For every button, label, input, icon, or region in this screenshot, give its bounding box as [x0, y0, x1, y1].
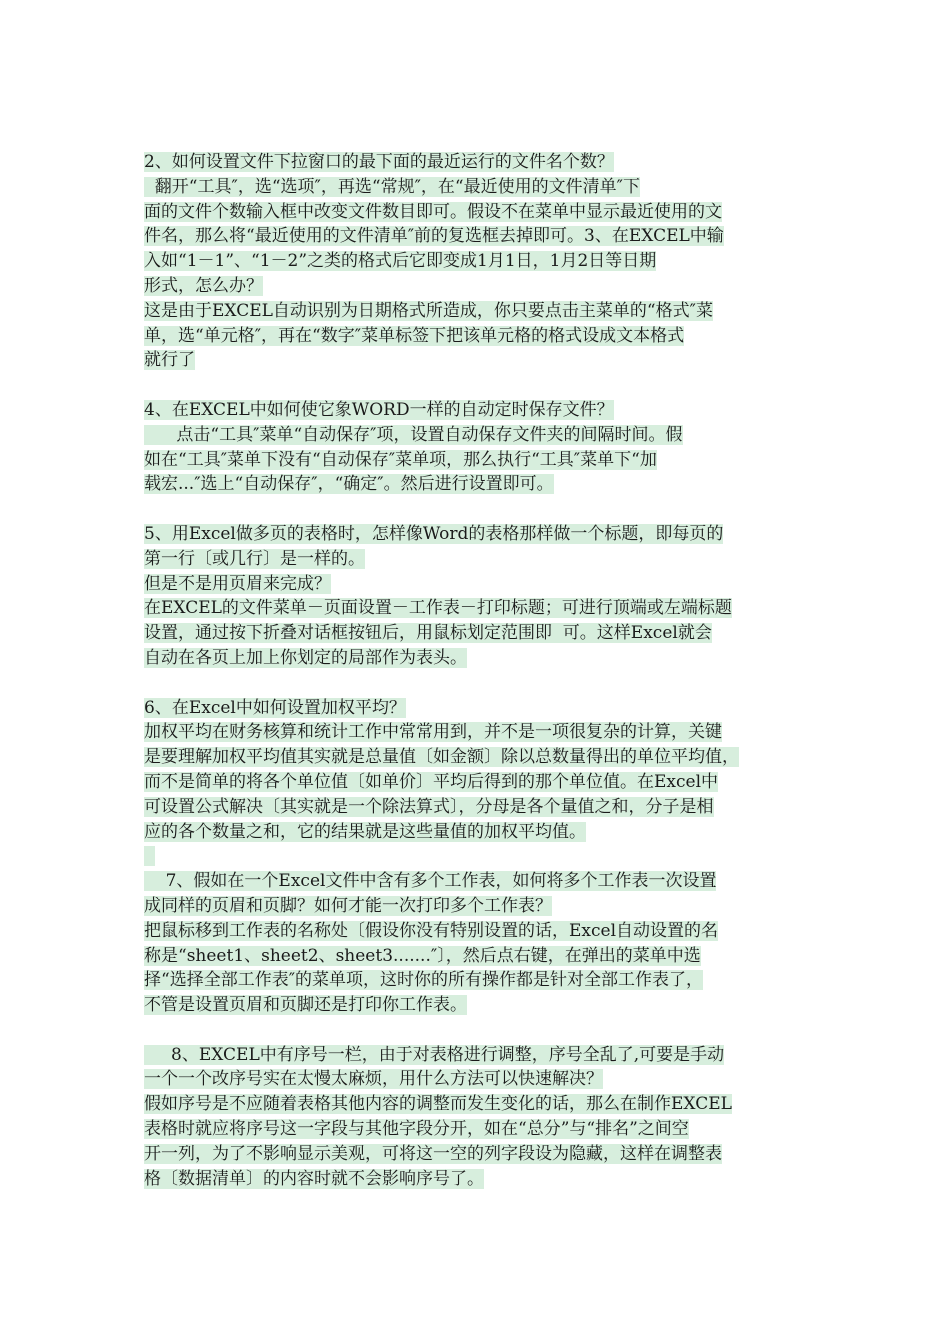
text-line: [144, 522, 824, 547]
text-line: [144, 720, 824, 745]
highlighted-text: 第一行〔或几行〕是一样的。: [144, 548, 365, 569]
highlighted-text: 7、假如在一个Excel文件中含有多个工作表，如何将多个工作表一次设置: [144, 871, 717, 892]
text-line: [144, 919, 824, 944]
text-line: [144, 621, 824, 646]
text-line: [144, 869, 824, 894]
highlighted-text: 入如“1－1”、“1－2”之类的格式后它即变成1月1日，1月2日等日期: [144, 251, 657, 272]
text-line: [144, 770, 824, 795]
text-line: [144, 596, 824, 621]
highlighted-text: 形式，怎么办？: [144, 275, 263, 296]
highlighted-text: 择“选择全部工作表″的菜单项，这时你的所有操作都是针对全部工作表了，: [144, 970, 704, 991]
highlighted-text: 是要理解加权平均值其实就是总量值〔如金额〕除以总数量得出的单位平均值，: [144, 747, 739, 768]
highlighted-text: 5、用Excel做多页的表格时，怎样像Word的表格那样做一个标题，即每页的: [144, 523, 724, 544]
text-line: [144, 324, 824, 349]
text-line: [144, 299, 824, 324]
highlighted-text: 不管是设置页眉和页脚还是打印你工作表。: [144, 995, 467, 1016]
text-line: [144, 894, 824, 919]
text-line: [144, 646, 824, 671]
blank-line: [144, 497, 824, 522]
highlighted-text: 就行了: [144, 350, 195, 371]
text-line: [144, 423, 824, 448]
highlighted-text: 8、EXCEL中有序号一栏，由于对表格进行调整，序号全乱了,可要是手动: [144, 1044, 725, 1065]
highlighted-text: 自动在各页上加上你划定的局部作为表头。: [144, 647, 467, 668]
text-line: [144, 547, 824, 572]
highlighted-text: 而不是简单的将各个单位值〔如单价〕平均后得到的那个单位值。在Excel中: [144, 771, 719, 792]
highlighted-text: 面的文件个数输入框中改变文件数目即可。假设不在菜单中显示最近使用的文: [144, 201, 722, 222]
text-line: [144, 1043, 824, 1068]
text-line: [144, 200, 824, 225]
highlighted-text: 格〔数据清单〕的内容时就不会影响序号了。: [144, 1168, 484, 1189]
text-line: [144, 398, 824, 423]
highlighted-text: 成同样的页眉和页脚？如何才能一次打印多个工作表？: [144, 895, 552, 916]
highlighted-text: 开一列，为了不影响显示美观，可将这一空的列字段设为隐藏，这样在调整表: [144, 1143, 722, 1164]
text-line: [144, 696, 824, 721]
highlighted-text: 载宏...″选上“自动保存″，“确定″。然后进行设置即可。: [144, 474, 554, 495]
highlighted-text: 点击“工具″菜单“自动保存″项，设置自动保存文件夹的间隔时间。假: [144, 424, 683, 445]
text-line: [144, 820, 824, 845]
text-line: [144, 993, 824, 1018]
highlighted-text: 称是“sheet1、sheet2、sheet3.......″〕，然后点右键，在弹出的菜单中选: [144, 945, 701, 966]
text-line: [144, 844, 824, 869]
highlighted-text: 假如序号是不应随着表格其他内容的调整而发生变化的话，那么在制作EXCEL: [144, 1094, 732, 1115]
text-line: [144, 1092, 824, 1117]
highlighted-text: 翻开“工具″，选“选项″，再选“常规″，在“最近使用的文件清单″下: [144, 176, 640, 197]
text-line: [144, 1167, 824, 1192]
highlighted-text: 应的各个数量之和，它的结果就是这些量值的加权平均值。: [144, 821, 586, 842]
highlighted-text: 6、在Excel中如何设置加权平均？: [144, 697, 406, 718]
highlighted-text: 2、如何设置文件下拉窗口的最下面的最近运行的文件名个数？: [144, 152, 614, 172]
text-line: [144, 745, 824, 770]
document-body: [144, 150, 824, 1191]
text-line: [144, 274, 824, 299]
highlighted-text: 如在“工具″菜单下没有“自动保存″菜单项，那么执行“工具″菜单下“加: [144, 449, 657, 470]
highlighted-text: 表格时就应将序号这一字段与其他字段分开，如在“总分”与“排名”之间空: [144, 1119, 689, 1140]
highlighted-text: 4、在EXCEL中如何使它象WORD一样的自动定时保存文件？: [144, 399, 614, 420]
text-line: [144, 1142, 824, 1167]
text-line: [144, 175, 824, 200]
highlighted-text: 在EXCEL的文件菜单－页面设置－工作表－打印标题；可进行顶端或左端标题: [144, 598, 732, 619]
blank-line: [144, 671, 824, 696]
highlighted-text: 把鼠标移到工作表的名称处〔假设你没有特别设置的话，Excel自动设置的名: [144, 920, 719, 941]
blank-line: [144, 1018, 824, 1043]
text-line: [144, 348, 824, 373]
text-line: [144, 249, 824, 274]
highlighted-text: 件名，那么将“最近使用的文件清单″前的复选框去掉即可。3、在EXCEL中输: [144, 226, 724, 247]
text-line: [144, 150, 824, 175]
highlighted-text: [144, 846, 155, 866]
text-line: [144, 1067, 824, 1092]
highlighted-text: 可设置公式解决〔其实就是一个除法算式〕，分母是各个量值之和，分子是相: [144, 796, 714, 817]
text-line: [144, 968, 824, 993]
highlighted-text: 一个一个改序号实在太慢太麻烦，用什么方法可以快速解决？: [144, 1069, 603, 1090]
text-line: [144, 448, 824, 473]
text-line: [144, 472, 824, 497]
highlighted-text: 这是由于EXCEL自动识别为日期格式所造成，你只要点击主菜单的“格式″菜: [144, 300, 713, 321]
text-line: [144, 944, 824, 969]
blank-line: [144, 373, 824, 398]
text-line: [144, 1117, 824, 1142]
highlighted-text: 加权平均在财务核算和统计工作中常常用到，并不是一项很复杂的计算，关键: [144, 722, 722, 743]
text-line: [144, 224, 824, 249]
highlighted-text: 但是不是用页眉来完成？: [144, 573, 331, 594]
text-line: [144, 572, 824, 597]
text-line: [144, 795, 824, 820]
highlighted-text: 单，选“单元格″，再在“数字″菜单标签下把该单元格的格式设成文本格式: [144, 325, 685, 346]
highlighted-text: 设置，通过按下折叠对话框按钮后，用鼠标划定范围即 可。这样Excel就会: [144, 623, 712, 644]
